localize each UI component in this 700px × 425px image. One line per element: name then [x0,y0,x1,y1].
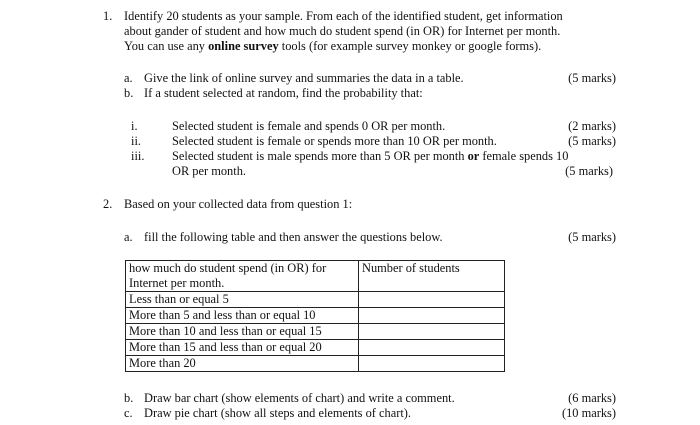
q1b-iii-marks: (5 marks) [565,164,613,178]
table-header-spend: how much do student spend (in OR) for Internet per month. [126,261,359,292]
table-cell-count [359,308,505,324]
q2a-text: fill the following table and then answer the questions below. [144,230,443,244]
q1b-ii-text: Selected student is female or spends more than 10 OR per month. [172,134,497,148]
table-cell-count [359,292,505,308]
q1b-iii-label: iii. [131,149,145,163]
table-cell-range: More than 5 and less than or equal 10 [126,308,359,324]
q1a-label: a. [124,71,133,85]
q1b-i-marks: (2 marks) [568,119,616,133]
q1-number: 1. [103,9,113,23]
table-cell-range: More than 15 and less than or equal 20 [126,340,359,356]
q2a-label: a. [124,230,133,244]
q1b-text: If a student selected at random, find the probability that: [144,86,423,100]
q1-text-line3: You can use any online survey tools (for example survey monkey or google forms). [124,39,542,53]
q2b-text: Draw bar chart (show elements of chart) and write a comment. [144,391,455,405]
q2c-label: c. [124,406,133,420]
q1b-iii-text-line2: OR per month. [172,164,246,178]
q2c-marks: (10 marks) [561,406,616,420]
table-row [126,340,505,356]
table-cell-count [359,356,505,372]
table-row [126,356,505,372]
table-header-row [126,261,505,292]
table-row [126,292,505,308]
q1b-i-label: i. [131,119,138,133]
spending-table [125,260,505,372]
online-survey-emphasis: online survey [208,39,279,53]
table-cell-range: More than 10 and less than or equal 15 [126,324,359,340]
q1-text-line1: Identify 20 students as your sample. From each of the identified student, get information [124,9,563,23]
table-cell-range: More than 20 [126,356,359,372]
q1b-ii-label: ii. [131,134,141,148]
table-cell-count [359,340,505,356]
or-emphasis: or [467,149,480,163]
q1a-text: Give the link of online survey and summaries the data in a table. [144,71,464,85]
q2-text: Based on your collected data from question 1: [124,197,353,211]
q1b-iii-text-line1: Selected student is male spends more than 5 OR per month or female spends 10 [172,149,569,163]
q1a-marks: (5 marks) [568,71,616,85]
q2c-text: Draw pie chart (show all steps and elements of chart). [144,406,411,420]
table-cell-count [359,324,505,340]
q1-text-line2: about gander of student and how much do student spend (in OR) for Internet per month. [124,24,561,38]
q2b-label: b. [124,391,134,405]
table-header-count: Number of students [359,261,505,292]
q2b-marks: (6 marks) [568,391,616,405]
q1b-i-text: Selected student is female and spends 0 OR per month. [172,119,446,133]
q1b-ii-marks: (5 marks) [568,134,616,148]
q2a-marks: (5 marks) [568,230,616,244]
table-row [126,308,505,324]
q2-number: 2. [103,197,113,211]
table-cell-range: Less than or equal 5 [126,292,359,308]
table-row [126,324,505,340]
q1b-label: b. [124,86,134,100]
